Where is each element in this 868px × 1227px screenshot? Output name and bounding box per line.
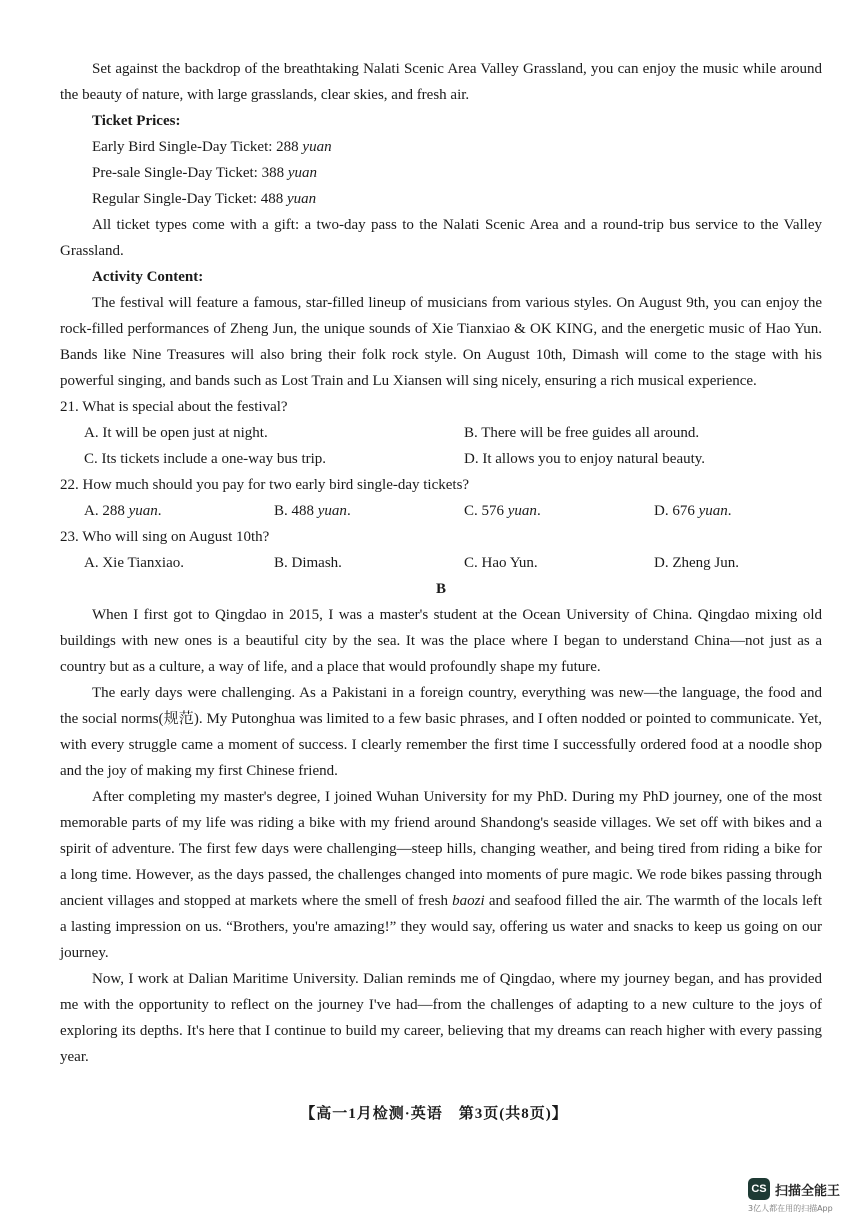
question-22: 22. How much should you pay for two early bird single-day tickets? (60, 477, 470, 493)
ticket-early-bird: Early Bird Single-Day Ticket: 288 yuan (92, 139, 332, 155)
passage-b-paragraph-1: When I first got to Qingdao in 2015, I was a master's student at the Ocean University of China. Qingdao mixing old buildings with new ones is a beautiful city by the sea. It was the place where I began to understand China—not just as a country but as a culture, a way of life, and a place that would profoundly shape my future. (60, 607, 822, 675)
activity-content: The festival will feature a famous, star-filled lineup of musicians from various styles. On August 9th, you can enjoy the rock-filled performances of Zheng Jun, the unique sounds of Xie Tianxiao & OK KING, and the energetic music of Hao Yun. Bands like Nine Treasures will also bring their folk rock style. On August 10th, Dimash will come to the stage with his powerful singing, and bands such as Lost Train and Lu Xiansen will sing nicely, ensuring a rich musical experience. (60, 295, 822, 389)
q23-option-c: C. Hao Yun. (464, 555, 538, 571)
q23-option-b: B. Dimash. (274, 555, 342, 571)
page-footer: 【高一1月检测·英语 第3页(共8页)】 (300, 1106, 568, 1122)
exam-page (60, 56, 822, 1070)
q23-options (60, 550, 822, 576)
q21-option-a: A. It will be open just at night. (84, 425, 268, 441)
passage-a-intro: Set against the backdrop of the breathtaking Nalati Scenic Area Valley Grassland, you can enjoy the music while around the beauty of nature, with large grasslands, clear skies, and fresh air. (60, 61, 822, 103)
question-23: 23. Who will sing on August 10th? (60, 529, 270, 545)
q22-option-d: D. 676 yuan. (654, 503, 732, 519)
q22-option-a: A. 288 yuan. (84, 503, 162, 519)
q23-option-a: A. Xie Tianxiao. (84, 555, 185, 571)
q21-option-b: B. There will be free guides all around. (464, 425, 700, 441)
ticket-regular: Regular Single-Day Ticket: 488 yuan (92, 191, 317, 207)
q22-option-b: B. 488 yuan. (274, 503, 351, 519)
ticket-prices-heading: Ticket Prices: (92, 113, 181, 129)
q22-option-c: C. 576 yuan. (464, 503, 541, 519)
q22-options (60, 498, 822, 524)
q21-option-d: D. It allows you to enjoy natural beauty. (464, 451, 706, 467)
camscanner-tagline: 3亿人都在用的扫描App (748, 1204, 833, 1213)
section-b-label: B (435, 581, 446, 597)
camscanner-logo-icon: CS (748, 1178, 770, 1200)
passage-b-paragraph-3: After completing my master's degree, I joined Wuhan University for my PhD. During my PhD journey, one of the most memorable parts of my life was riding a bike with my friend around Shandong's seaside villages. We set off with bikes and a spirit of adventure. The first few days were challenging—steep hills, changing weather, and being tired from riding a bike for a long time. However, as the days passed, the challenges changed into moments of pure magic. We rode bikes passing through ancient villages and stopped at markets where the smell of fresh baozi and seafood filled the air. The warmth of the locals left a lasting impression on us. “Brothers, you're amazing!” they would say, offering us water and snacks to keep us going on our journey. (60, 789, 822, 961)
q21-option-c: C. Its tickets include a one-way bus trip. (84, 451, 327, 467)
passage-b-paragraph-4: Now, I work at Dalian Maritime University. Dalian reminds me of Qingdao, where my journey began, and has provided me with the opportunity to reflect on the journey I've had—from the challenges of adapting to a new culture to the joys of exploring its depths. It's here that I continue to build my career, believing that my dreams can reach higher with every passing year. (60, 971, 822, 1065)
question-21: 21. What is special about the festival? (60, 399, 288, 415)
camscanner-name: 扫描全能王 (775, 1183, 841, 1199)
ticket-pre-sale: Pre-sale Single-Day Ticket: 388 yuan (92, 165, 317, 181)
q21-options-row1 (60, 420, 822, 446)
q21-options-row2 (60, 446, 822, 472)
passage-b-paragraph-2: The early days were challenging. As a Pakistani in a foreign country, everything was new—the language, the food and the social norms(规范). My Putonghua was limited to a few basic phrases, and I often nodded or pointed to communicate. Yet, with every struggle came a moment of success. I clearly remember the first time I successfully ordered food at a noodle shop and the joy of making my first Chinese friend. (60, 685, 822, 779)
camscanner-watermark (748, 1178, 840, 1200)
activity-content-heading: Activity Content: (92, 269, 204, 285)
ticket-gift: All ticket types come with a gift: a two-day pass to the Nalati Scenic Area and a round-trip bus service to the Valley Grassland. (60, 217, 822, 259)
q23-option-d: D. Zheng Jun. (654, 555, 739, 571)
